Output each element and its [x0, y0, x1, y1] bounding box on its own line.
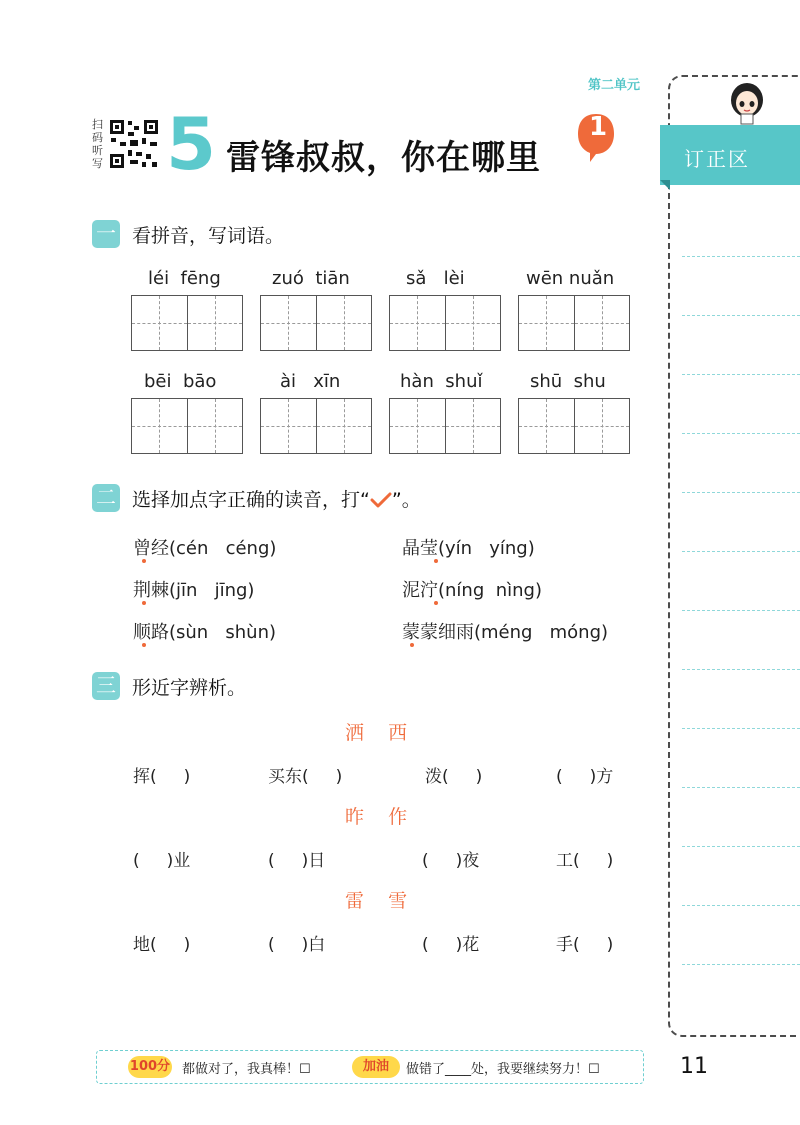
pinyin-label: zuó tiān [272, 268, 350, 289]
correction-panel[interactable] [668, 75, 800, 1037]
qr-code-icon[interactable] [108, 118, 160, 170]
pinyin-label: léi fēng [148, 268, 221, 289]
correction-line [682, 374, 800, 375]
writing-grid[interactable] [131, 398, 243, 454]
reading-option[interactable]: 曾经(cén céng) [133, 538, 277, 559]
fill-blank[interactable]: 地( ) [133, 935, 191, 955]
fill-blank[interactable]: 工( ) [556, 851, 614, 871]
fill-blank[interactable]: 挥( ) [133, 767, 191, 787]
correction-line [682, 964, 800, 965]
correction-line [682, 905, 800, 906]
section-3-header [92, 672, 246, 700]
reading-option[interactable]: 泥泞(níng nìng) [402, 580, 542, 601]
correction-label: 订正区 [684, 147, 750, 171]
pinyin-label: wēn nuǎn [526, 268, 615, 289]
girl-avatar-icon [722, 78, 772, 128]
pinyin-label: ài xīn [280, 371, 341, 392]
fill-blank[interactable]: ( )花 [422, 935, 480, 955]
writing-grid[interactable] [389, 295, 501, 351]
writing-grid[interactable] [518, 295, 630, 351]
fill-blank[interactable]: 泼( ) [425, 767, 483, 787]
section-1-header [92, 220, 284, 248]
correction-line [682, 846, 800, 847]
lesson-title: 雷锋叔叔，你在哪里 [226, 138, 541, 178]
reading-option[interactable]: 顺路(sùn shùn) [133, 622, 277, 643]
correction-line [682, 256, 800, 257]
section-1-badge: 一 [92, 220, 120, 248]
char-pair: 雷 雪 [345, 890, 408, 912]
hundred-score-icon: 100分 [128, 1056, 172, 1078]
correction-line [682, 669, 800, 670]
writing-grid[interactable] [260, 295, 372, 351]
writing-grid[interactable] [518, 398, 630, 454]
page-number: 11 [680, 1054, 708, 1079]
emphasis-dot [410, 643, 414, 647]
correction-line [682, 610, 800, 611]
section-2-badge: 二 [92, 484, 120, 512]
emphasis-dot [142, 559, 146, 563]
unit-label: 第二单元 [588, 78, 641, 93]
section-3-badge: 三 [92, 672, 120, 700]
section-2-header [92, 484, 421, 512]
self-check-mistakes[interactable]: 做错了____处，我要继续努力！☐ [406, 1062, 600, 1077]
reading-option[interactable]: 晶莹(yín yíng) [402, 538, 535, 559]
emphasis-dot [142, 601, 146, 605]
fill-blank[interactable]: ( )夜 [422, 851, 480, 871]
correction-line [682, 433, 800, 434]
badge-number: 1 [588, 112, 608, 142]
correction-line [682, 728, 800, 729]
correction-line [682, 787, 800, 788]
fill-blank[interactable]: ( )日 [268, 851, 326, 871]
fill-blank[interactable]: ( )方 [556, 767, 614, 787]
pinyin-label: shū shu [530, 371, 606, 392]
self-check-correct[interactable]: 都做对了，我真棒！☐ [182, 1062, 311, 1077]
reading-option[interactable]: 蒙蒙细雨(méng móng) [402, 622, 609, 643]
correction-line [682, 551, 800, 552]
fill-blank[interactable]: ( )业 [133, 851, 191, 871]
writing-grid[interactable] [131, 295, 243, 351]
tab-fold [660, 180, 670, 190]
writing-grid[interactable] [260, 398, 372, 454]
fill-blank[interactable]: 手( ) [556, 935, 614, 955]
correction-line [682, 315, 800, 316]
pinyin-label: hàn shuǐ [400, 371, 483, 392]
correction-line [682, 492, 800, 493]
section-2-title: 选择加点字正确的读音，打“ ”。 [132, 488, 421, 511]
section-3-title: 形近字辨析。 [132, 676, 247, 699]
emphasis-dot [434, 559, 438, 563]
qr-caption: 扫码听写 [92, 118, 103, 170]
check-mark-icon [370, 492, 392, 508]
cheer-icon: 加油 [352, 1056, 400, 1078]
emphasis-dot [142, 643, 146, 647]
pinyin-label: sǎ lèi [406, 268, 465, 289]
fill-blank[interactable]: 买东( ) [268, 767, 343, 787]
pinyin-label: bēi bāo [144, 371, 217, 392]
writing-grid[interactable] [389, 398, 501, 454]
char-pair: 昨 作 [345, 806, 408, 828]
char-pair: 洒 西 [345, 722, 408, 744]
emphasis-dot [434, 601, 438, 605]
lesson-number: 5 [166, 102, 217, 186]
section-1-title: 看拼音，写词语。 [132, 224, 285, 247]
reading-option[interactable]: 荆棘(jīn jīng) [133, 580, 255, 601]
fill-blank[interactable]: ( )白 [268, 935, 326, 955]
